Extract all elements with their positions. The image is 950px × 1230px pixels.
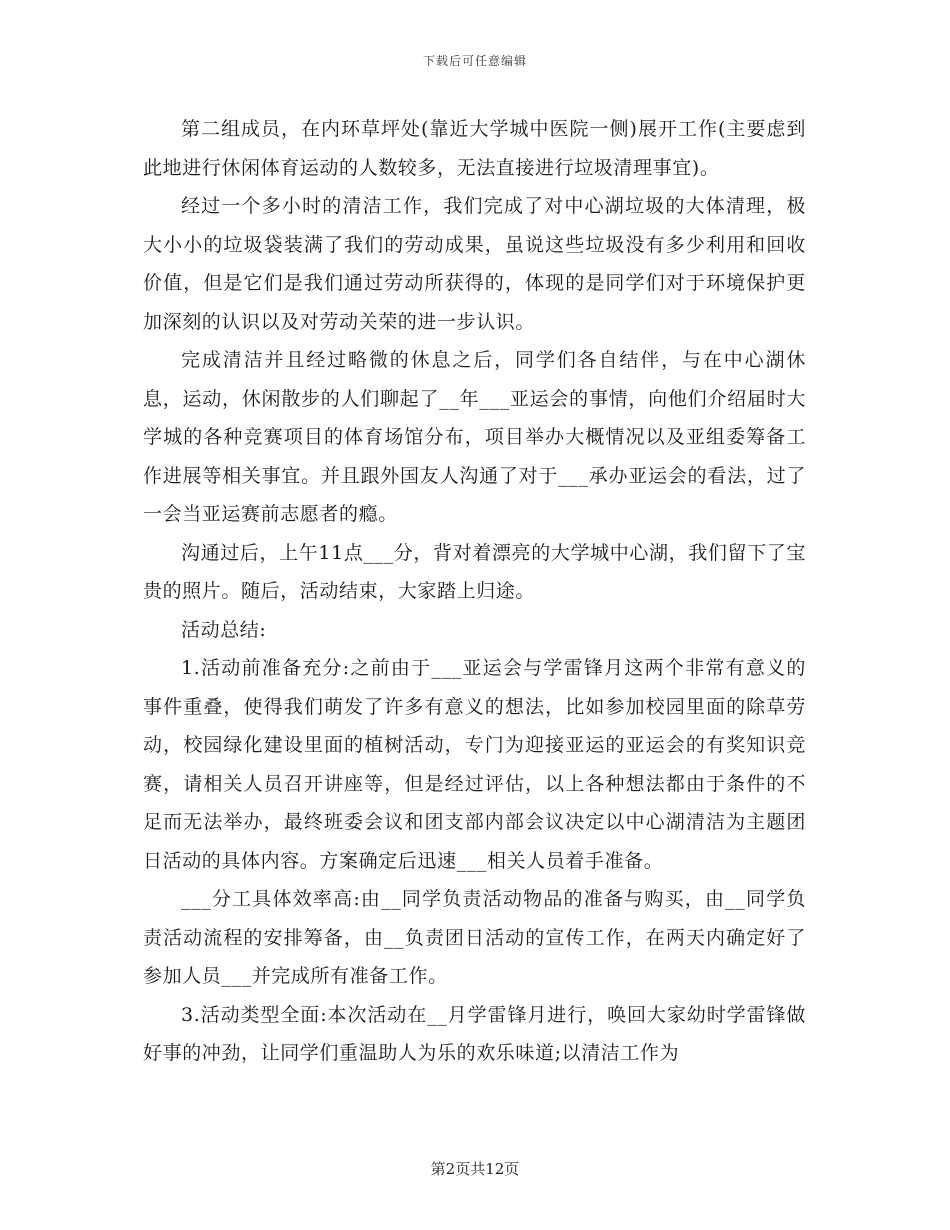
paragraph: 3.活动类型全面:本次活动在__月学雷锋月进行，唤回大家幼时学雷锋做好事的冲劲，让同学们重温助人为乐的欢乐味道;以清洁工作为: [143, 1003, 806, 1064]
paragraph: 沟通过后，上午11点___分，背对着漂亮的大学城中心湖，我们留下了宝贵的照片。随后，活动结束，大家踏上归途。: [143, 541, 806, 602]
page-number: 第2页共12页: [430, 1160, 520, 1178]
paragraph: 1.活动前准备充分:之前由于___亚运会与学雷锋月这两个非常有意义的事件重叠，使得我们萌发了许多有意义的想法，比如参加校园里面的除草劳动，校园绿化建设里面的植树活动，专门为迎接亚运的亚运会的有奖知识竞赛，请相关人员召开讲座等，但是经过评估，以上各种想法都由于条件的不足而无法举办，最终班委会议和团支部内部会议决定以中心湖清洁为主题团日活动的具体内容。方案确定后迅速___相关人员着手准备。: [143, 657, 806, 872]
paragraph: 完成清洁并且经过略微的休息之后，同学们各自结伴，与在中心湖休息，运动，休闲散步的人们聊起了__年___亚运会的事情，向他们介绍届时大学城的各种竞赛项目的体育场馆分布，项目举办大概情况以及亚组委筹备工作进展等相关事宜。并且跟外国友人沟通了对于___承办亚运会的看法，过了一会当亚运赛前志愿者的瘾。: [143, 349, 806, 525]
page-header: 下载后可任意编辑: [422, 54, 527, 68]
paragraph: 第二组成员，在内环草坪处(靠近大学城中医院一侧)展开工作(主要虑到此地进行休闲体育运动的人数较多，无法直接进行垃圾清理事宜)。: [143, 118, 806, 179]
section-heading: 活动总结:: [181, 618, 267, 641]
paragraph: ___分工具体效率高:由__同学负责活动物品的准备与购买，由__同学负责活动流程的安排筹备，由__负责团日活动的宣传工作，在两天内确定好了参加人员___并完成所有准备工作。: [143, 888, 806, 987]
document-body: [143, 110, 806, 1073]
paragraph: 经过一个多小时的清洁工作，我们完成了对中心湖垃圾的大体清理，极大小小的垃圾袋装满了我们的劳动成果，虽说这些垃圾没有多少利用和回收价值，但是它们是我们通过劳动所获得的，体现的是同学们对于环境保护更加深刻的认识以及对劳动关荣的进一步认识。: [143, 195, 806, 333]
